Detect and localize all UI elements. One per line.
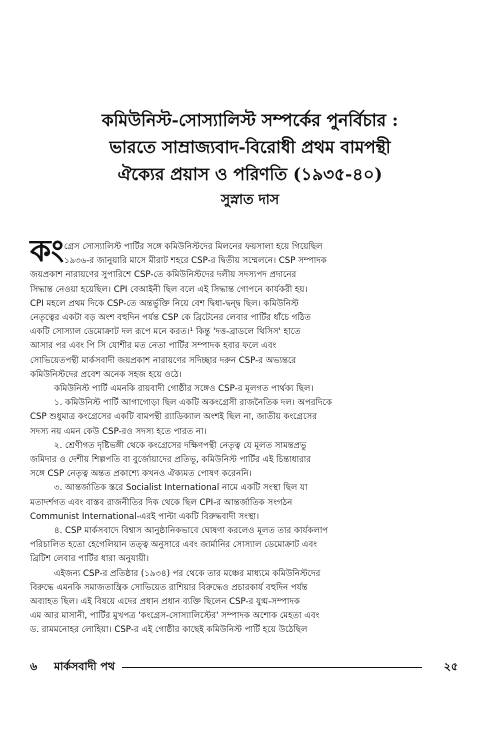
body-line: মতাদর্শগত এবং বাস্তব রাজনীতির দিক থেকে ছিল CPI-র আন্তর্জাতিক সংগঠন <box>30 497 293 508</box>
body-line: গ্রেস সোস্যালিস্ট পার্টির সঙ্গে কমিউনিস্টদের মিলনের ফয়সালা হয়ে গিয়েছিল <box>64 242 323 252</box>
body-line: Communist International-এরই পাল্টা একটি বিরুদ্ধবাদী সংস্থা। <box>30 511 260 522</box>
author-name: সুস্নাত দাস <box>220 192 280 208</box>
body-line: সোভিয়েতপন্থী মার্কসবাদী জয়প্রকাশ নারায়ণের সদিচ্ছার দরুন CSP-র অভ্যন্তরে <box>30 355 297 366</box>
left-page-number: ৬ <box>30 660 38 673</box>
article-title-line-3: ঐক্যের প্রয়াস ও পরিণতি (১৯৩৫-৪০) <box>117 165 383 185</box>
body-line: ১. কমিউনিস্ট পার্টি আগাগোড়া ছিল একটি অকংগ্রেসী রাজনৈতিক দল। অপরদিকে <box>54 398 332 409</box>
body-line: একটি সোস্যাল ডেমোক্রাট দল রূপে মনে করত।¹ কিন্তু 'দত্ত-ব্রাডলে থিসিস' হাতে <box>30 327 301 338</box>
article-body <box>30 234 458 638</box>
body-line: নেতৃত্বের একটা বড় অংশ বহুদিন পর্যন্ত CSP কে ব্রিটেনের লেবার পার্টির ধাঁচে গঠিত <box>30 313 311 324</box>
body-line: জমিদার ও দেশীয় শিল্পপতি বা বুর্জোয়াদের প্রতিভূ, কমিউনিস্ট পার্টির এই চিন্তাধারার <box>30 455 312 466</box>
body-line: এইজন্য CSP-র প্রতিষ্ঠার (১৯৩৪) পর থেকে তার মঞ্চের মাধ্যমে কমিউনিস্টদের <box>54 568 321 579</box>
article-title-block <box>40 108 460 211</box>
body-line: জয়প্রকাশ নারায়ণের সুপারিশে CSP-তে কমিউনিস্টদের দলীয় সদস্যপদ প্রদানের <box>30 270 297 281</box>
body-line: ৩. আন্তর্জাতিক স্তরে Socialist International নামে একটি সংস্থা ছিল যা <box>54 483 308 494</box>
right-page-number: ২৫ <box>443 660 458 673</box>
journal-name: মার্কসবাদী পথ <box>54 660 115 673</box>
body-line: সদস্য নয় এমন কেউ CSP-রও সদস্য হতে পারত না। <box>30 426 207 437</box>
body-line: সঙ্গে CSP নেতৃত্ব অন্তত প্রকাশ্যে কখনও ঐক্যমত পোষণ করেননি। <box>30 469 252 480</box>
body-line: পরিচালিত হতো হেগেলিয়ান তত্ত্ব অনুসারে এবং জার্মানির সোস্যাল ডেমোক্রাট এবং <box>30 540 317 551</box>
article-title-line-2: ভারতে সাম্রাজ্যবাদ-বিরোধী প্রথম বামপন্থী <box>109 138 391 158</box>
body-line: CPI মহলে প্রথম দিকে CSP-তে অন্তর্ভুক্তি নিয়ে বেশ দ্বিধা-দ্বন্দ্ব ছিল। কমিউনিস্ট <box>30 298 299 309</box>
body-line: ৪. CSP মার্কসবাদে বিশ্বাস আনুষ্ঠানিকভাবে ঘোষণা করলেও মূলত তার কার্যকলাপ <box>54 526 329 537</box>
footer-divider <box>122 667 422 668</box>
body-line: ব্রিটিশ লেবার পার্টির ধারা অনুযায়ী। <box>30 554 149 565</box>
body-line: ১৯৩৬-র জানুয়ারি মাসে মীরাট শহরে CSP-র দ্বিতীয় সম্মেলনে। CSP সম্পাদক <box>64 256 327 267</box>
body-line: কমিউনিস্ট পার্টি এমনকি রায়বাদী গোষ্ঠীর সঙ্গেও CSP-র মূলগত পার্থক্য ছিল। <box>54 384 314 395</box>
body-line: বিরুদ্ধে এমনকি সমাজতান্ত্রিক সোভিয়েত রাশিয়ার বিরুদ্ধেও প্রচারকার্য বহুদিন পর্যন্ত <box>30 582 308 593</box>
body-line: কমিউনিস্টদের প্রবেশ অনেক সহজ হয়ে ওঠে। <box>30 369 182 380</box>
opening-paragraph <box>30 234 458 382</box>
body-line: এম আর মাসানী, পার্টির মুখপত্র 'কংগ্রেস-সোস্যালিস্টের' সম্পাদক অশোক মেহতা এবং <box>30 611 320 622</box>
body-line: আসার পর এবং পি সি যোশীর মত নেতা পার্টির সম্পাদক হবার ফলে এবং <box>30 341 277 352</box>
article-title-line-1: কমিউনিস্ট-সোস্যালিস্ট সম্পর্কের পুনর্বিচার : <box>101 111 399 131</box>
drop-cap: কং <box>30 234 64 269</box>
page-footer <box>30 658 458 676</box>
body-line: ২. শ্রেণীগত দৃষ্টিভঙ্গী থেকে কংগ্রেসের দক্ষিণপন্থী নেতৃত্ব যে মূলত সামন্তপ্রভু <box>54 440 307 451</box>
body-line: ড. রামমনোহর লোহিয়া। CSP-র এই গোষ্ঠীর কাছেই কমিউনিস্ট পার্টি হয়ে উঠেছিল <box>30 625 308 636</box>
body-line: CSP শুধুমাত্র কংগ্রেসের একটি বামপন্থী র‍্যাডিক্যাল অংশই ছিল না, জাতীয় কংগ্রেসের <box>30 412 317 423</box>
body-line: অব্যাহত ছিল। এই বিষয়ে এদের প্রধান প্রধান ব্যক্তি ছিলেন CSP-র যুগ্ম-সম্পাদক <box>30 597 300 608</box>
body-line: সিদ্ধান্ত নেওয়া হয়েছিল। CPI বেআইনী ছিল বলে এই সিদ্ধান্ত গোপনে কার্যকরী হয়। <box>30 284 308 295</box>
